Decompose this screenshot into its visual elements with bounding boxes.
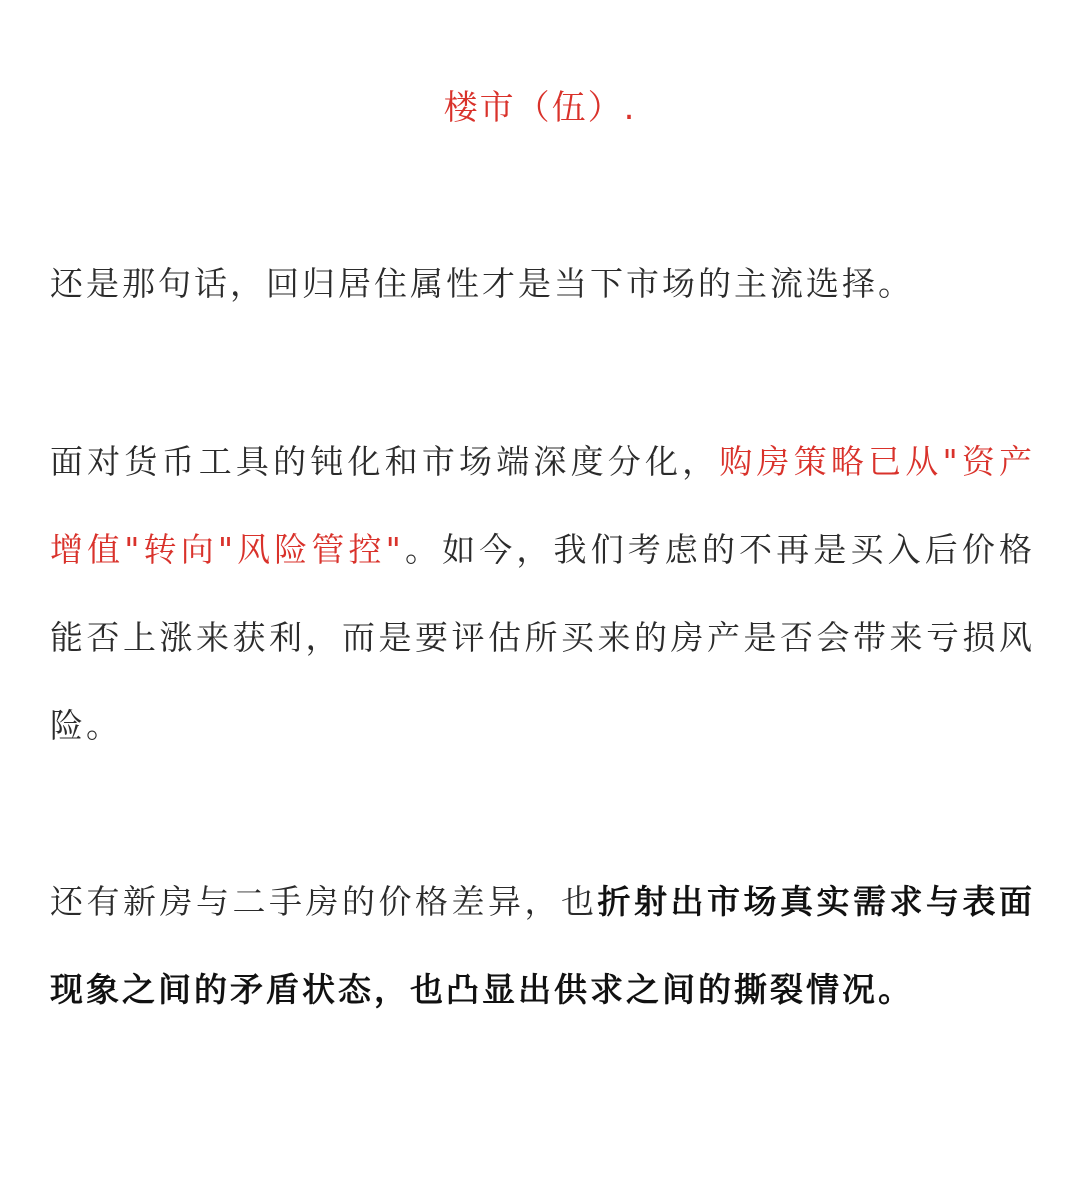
paragraph-3 <box>50 858 1035 1034</box>
paragraph-2 <box>50 418 1035 770</box>
paragraph-2-lead: 面对货币工具的钝化和市场端深度分化， <box>50 442 720 481</box>
paragraph-1 <box>50 240 1035 328</box>
paragraph-3-emphasis: 折射出市场真实需求与表面现象之间的矛盾状态，也凸显出供求之间的撕裂情况。 <box>50 882 1035 1009</box>
article-title: 楼市（伍）. <box>443 88 637 128</box>
paragraph-2-tail: 。如今，我们考虑的不再是买入后价格能否上涨来获利，而是要评估所买来的房产是否会带来亏损风险。 <box>50 530 1036 745</box>
paragraph-1-text: 还是那句话，回归居住属性才是当下市场的主流选择。 <box>50 264 914 303</box>
paragraph-3-lead: 还有新房与二手房的价格差异，也 <box>50 882 598 921</box>
paragraph-2-highlight: 购房策略已从"资产增值"转向"风险管控" <box>50 442 1036 569</box>
